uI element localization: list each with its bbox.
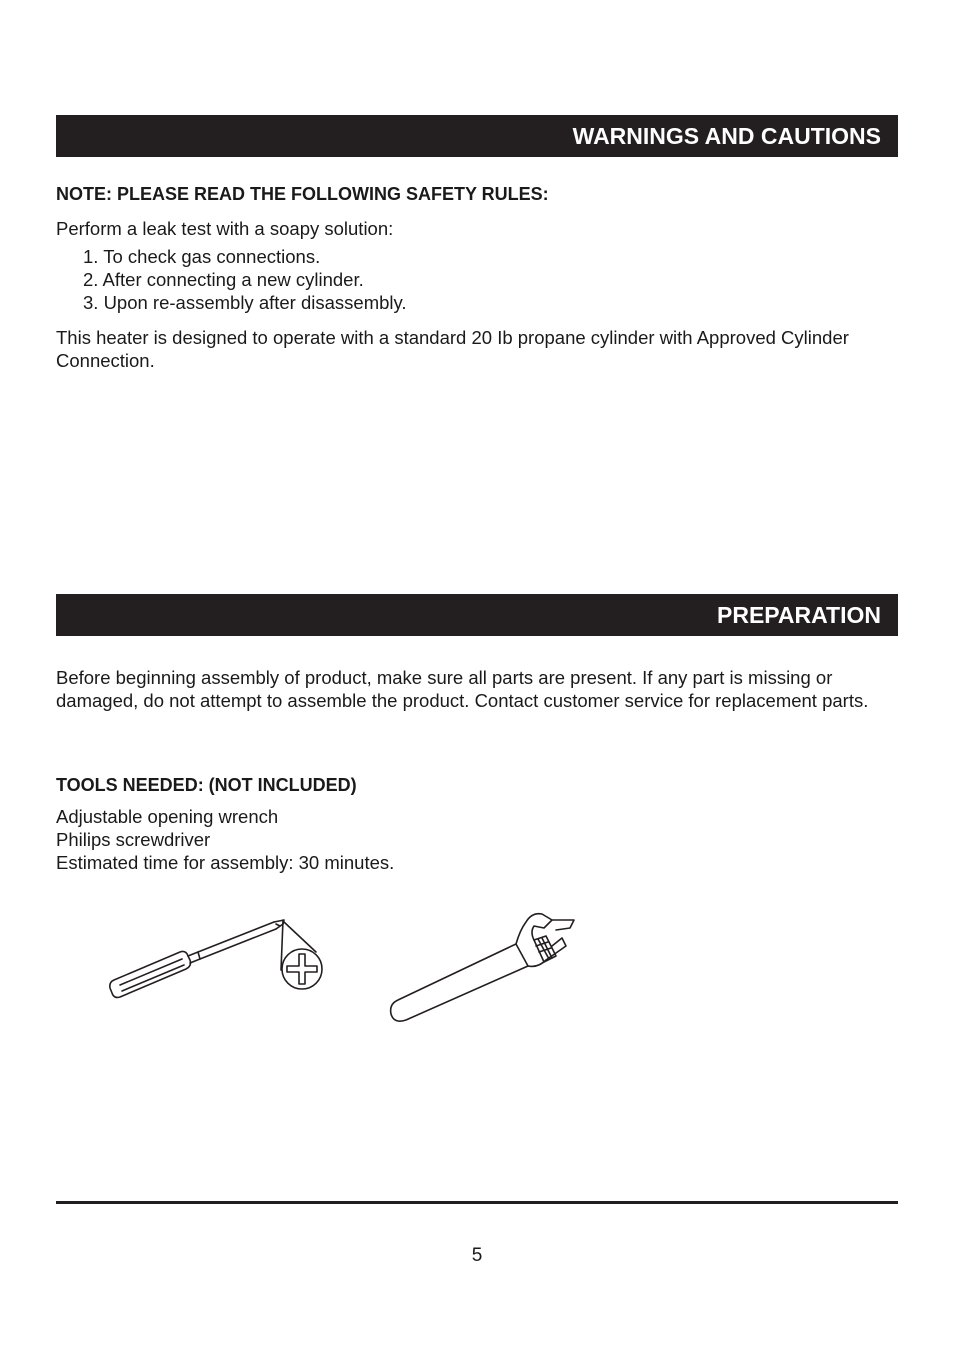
safety-note-heading: NOTE: PLEASE READ THE FOLLOWING SAFETY RULES: [56,184,549,204]
paragraph-line: Before beginning assembly of product, make sure all parts are present. If any part is missing or [56,667,833,688]
cylinder-paragraph [56,326,849,372]
footer-divider [56,1201,898,1204]
page-number: 5 [471,1245,483,1266]
leak-test-list [83,245,407,314]
wrench-icon [386,908,582,1026]
tools-heading: TOOLS NEEDED: (NOT INCLUDED) [56,775,357,795]
preparation-section-header: PREPARATION [56,594,898,636]
warnings-section-header: WARNINGS AND CAUTIONS [56,115,898,157]
paragraph-line: This heater is designed to operate with a standard 20 Ib propane cylinder with Approved Cylinder [56,327,849,348]
paragraph-line: damaged, do not attempt to assemble the product. Contact customer service for replacement parts. [56,690,869,711]
list-item: 3. Upon re-assembly after disassembly. [83,292,407,313]
leak-test-intro: Perform a leak test with a soapy solution: [56,218,394,239]
list-item: Adjustable opening wrench [56,806,279,827]
preparation-paragraph [56,666,868,712]
list-item: 1. To check gas connections. [83,246,321,267]
list-item: Estimated time for assembly: 30 minutes. [56,852,395,873]
list-item: 2. After connecting a new cylinder. [83,269,364,290]
screwdriver-icon [104,914,334,1004]
paragraph-line: Connection. [56,350,155,371]
list-item: Philips screwdriver [56,829,211,850]
tools-list [56,805,394,874]
